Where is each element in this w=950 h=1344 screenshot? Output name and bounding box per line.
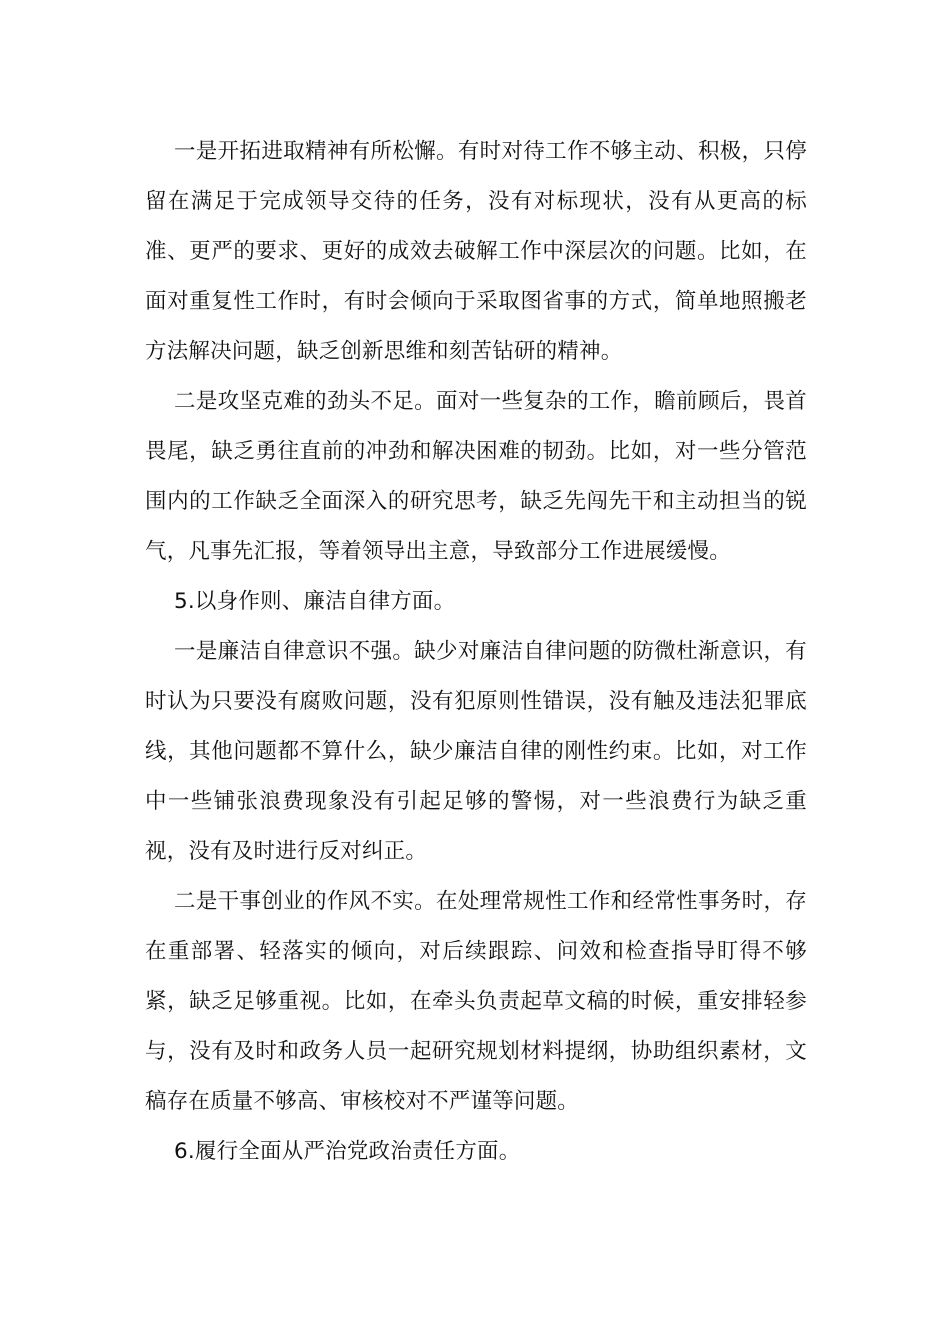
paragraph-pioneering-spirit: 一是开拓进取精神有所松懈。有时对待工作不够主动、积极，只停留在满足于完成领导交待的任务，没有对标现状，没有从更高的标准、更严的要求、更好的成效去破解工作中深层次的问题。比如，在面对重复性工作时，有时会倾向于采取图省事的方式，简单地照搬老方法解决问题，缺乏创新思维和刻苦钻研的精神。 bbox=[145, 139, 807, 364]
paragraph-work-style: 二是干事创业的作风不实。在处理常规性工作和经常性事务时，存在重部署、轻落实的倾向，对后续跟踪、问效和检查指导盯得不够紧，缺乏足够重视。比如，在牵头负责起草文稿的时候，重安排轻参与，没有及时和政务人员一起研究规划材料提纲，协助组织素材，文稿存在质量不够高、审核校对不严谨等问题。 bbox=[145, 889, 807, 1114]
document-body bbox=[145, 127, 807, 1177]
paragraph-integrity-awareness: 一是廉洁自律意识不强。缺少对廉洁自律问题的防微杜渐意识，有时认为只要没有腐败问题，没有犯原则性错误，没有触及违法犯罪底线，其他问题都不算什么，缺少廉洁自律的刚性约束。比如，对工作中一些铺张浪费现象没有引起足够的警惕，对一些浪费行为缺乏重视，没有及时进行反对纠正。 bbox=[145, 639, 807, 864]
paragraph-tackling-difficulties: 二是攻坚克难的劲头不足。面对一些复杂的工作，瞻前顾后，畏首畏尾，缺乏勇往直前的冲劲和解决困难的韧劲。比如，对一些分管范围内的工作缺乏全面深入的研究思考，缺乏先闯先干和主动担当的锐气，凡事先汇报，等着领导出主意，导致部分工作进展缓慢。 bbox=[145, 389, 807, 564]
section-heading-integrity: 5.以身作则、廉洁自律方面。 bbox=[174, 589, 456, 614]
section-heading-party-responsibility: 6.履行全面从严治党政治责任方面。 bbox=[174, 1139, 521, 1164]
